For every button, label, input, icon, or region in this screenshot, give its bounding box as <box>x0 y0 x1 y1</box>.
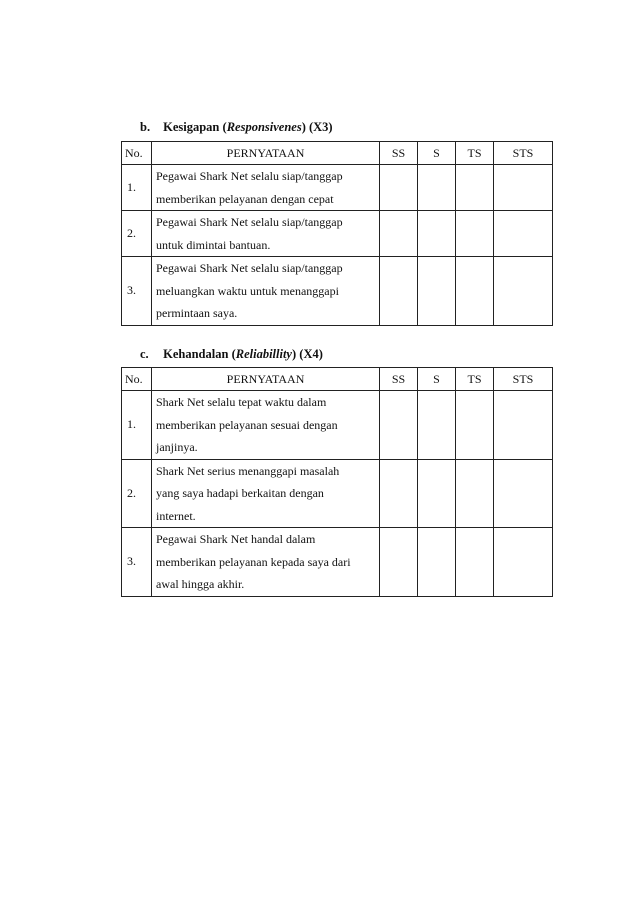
statement-line: untuk dimintai bantuan. <box>156 237 271 252</box>
answer-cell-sts[interactable] <box>494 257 553 326</box>
answer-cell-s[interactable] <box>418 211 456 257</box>
statement-line: memberikan pelayanan dengan cepat <box>156 191 334 206</box>
table-row <box>122 257 553 326</box>
answer-cell-s[interactable] <box>418 257 456 326</box>
row-statement <box>152 459 380 528</box>
answer-cell-ss[interactable] <box>380 211 418 257</box>
header-ts: TS <box>456 368 494 391</box>
questionnaire-table-x3 <box>121 141 553 326</box>
row-number: 2. <box>122 211 152 257</box>
table-header-row <box>122 142 553 165</box>
section-title: Kesigapan <box>163 120 220 134</box>
header-ss: SS <box>380 368 418 391</box>
header-s: S <box>418 368 456 391</box>
section-heading-x4: c. Kehandalan (Reliabillity) (X4) <box>140 347 323 361</box>
statement-line: internet. <box>156 508 196 523</box>
row-number: 1. <box>122 391 152 460</box>
row-number: 3. <box>122 528 152 597</box>
answer-cell-s[interactable] <box>418 528 456 597</box>
header-statement: PERNYATAAN <box>152 142 380 165</box>
section-title: Kehandalan <box>163 347 229 361</box>
header-no: No. <box>122 142 152 165</box>
table-row <box>122 391 553 460</box>
row-statement <box>152 528 380 597</box>
row-statement <box>152 211 380 257</box>
header-sts: STS <box>494 142 553 165</box>
answer-cell-sts[interactable] <box>494 459 553 528</box>
section-letter: b. <box>140 120 151 134</box>
answer-cell-ss[interactable] <box>380 391 418 460</box>
table-row <box>122 528 553 597</box>
statement-line: Pegawai Shark Net selalu siap/tanggap <box>156 169 343 183</box>
statement-line: Pegawai Shark Net selalu siap/tanggap <box>156 215 343 229</box>
answer-cell-s[interactable] <box>418 165 456 211</box>
statement-line: Pegawai Shark Net selalu siap/tanggap <box>156 261 343 275</box>
statement-line: yang saya hadapi berkaitan dengan <box>156 486 324 500</box>
header-ts: TS <box>456 142 494 165</box>
answer-cell-ts[interactable] <box>456 528 494 597</box>
table-row <box>122 211 553 257</box>
statement-line: memberikan pelayanan sesuai dengan <box>156 417 338 432</box>
section-code: (X4) <box>299 347 323 361</box>
row-number: 3. <box>122 257 152 326</box>
row-number: 2. <box>122 459 152 528</box>
statement-line: Shark Net serius menanggapi masalah <box>156 463 340 478</box>
row-number: 1. <box>122 165 152 211</box>
table-row <box>122 165 553 211</box>
statement-line: Shark Net selalu tepat waktu dalam <box>156 395 327 409</box>
statement-line: awal hingga akhir. <box>156 577 245 591</box>
answer-cell-sts[interactable] <box>494 211 553 257</box>
statement-line: janjinya. <box>156 440 198 454</box>
section-title-italic: Reliabillity <box>235 347 292 361</box>
section-title-italic: Responsivenes <box>226 120 302 134</box>
answer-cell-ts[interactable] <box>456 391 494 460</box>
answer-cell-ts[interactable] <box>456 459 494 528</box>
statement-line: memberikan pelayanan kepada saya dari <box>156 554 351 569</box>
answer-cell-s[interactable] <box>418 459 456 528</box>
answer-cell-ss[interactable] <box>380 528 418 597</box>
header-statement: PERNYATAAN <box>152 368 380 391</box>
answer-cell-sts[interactable] <box>494 391 553 460</box>
statement-line: meluangkan waktu untuk menanggapi <box>156 283 339 298</box>
section-code: (X3) <box>308 120 333 134</box>
answer-cell-ss[interactable] <box>380 165 418 211</box>
header-no: No. <box>122 368 152 391</box>
questionnaire-table-x4 <box>121 367 553 597</box>
header-ss: SS <box>380 142 418 165</box>
statement-line: permintaan saya. <box>156 306 238 320</box>
answer-cell-ss[interactable] <box>380 257 418 326</box>
answer-cell-ts[interactable] <box>456 165 494 211</box>
answer-cell-ss[interactable] <box>380 459 418 528</box>
section-heading-x3: b. Kesigapan (Responsivenes) (X3) <box>140 120 333 134</box>
section-letter: c. <box>140 347 149 361</box>
header-sts: STS <box>494 368 553 391</box>
row-statement <box>152 391 380 460</box>
table-header-row <box>122 368 553 391</box>
answer-cell-sts[interactable] <box>494 165 553 211</box>
answer-cell-s[interactable] <box>418 391 456 460</box>
answer-cell-sts[interactable] <box>494 528 553 597</box>
statement-line: Pegawai Shark Net handal dalam <box>156 532 316 546</box>
row-statement <box>152 165 380 211</box>
header-s: S <box>418 142 456 165</box>
row-statement <box>152 257 380 326</box>
table-row <box>122 459 553 528</box>
answer-cell-ts[interactable] <box>456 211 494 257</box>
answer-cell-ts[interactable] <box>456 257 494 326</box>
